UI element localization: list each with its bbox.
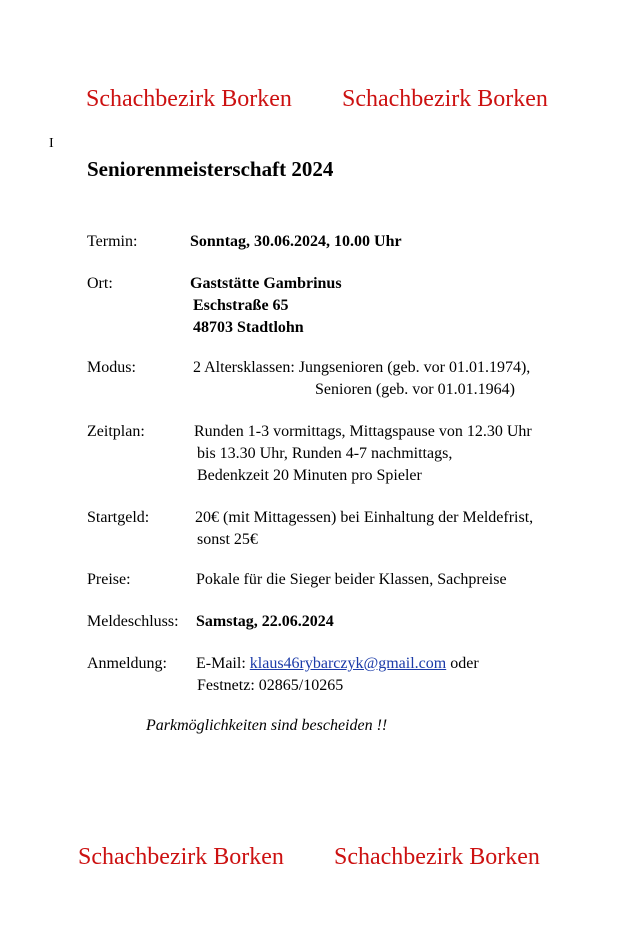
zeitplan-label: Zeitplan:	[87, 423, 145, 440]
email-prefix: E-Mail:	[196, 655, 250, 672]
anmeldung-phone: Festnetz: 02865/10265	[197, 677, 344, 694]
meldeschluss-label: Meldeschluss:	[87, 613, 179, 630]
startgeld-line: sonst 25€	[197, 531, 258, 548]
email-suffix: oder	[446, 655, 479, 672]
zeitplan-line: Bedenkzeit 20 Minuten pro Spieler	[197, 467, 422, 484]
stray-mark: I	[49, 136, 54, 151]
modus-label: Modus:	[87, 359, 136, 376]
termin-value: Sonntag, 30.06.2024, 10.00 Uhr	[190, 233, 402, 250]
startgeld-line: 20€ (mit Mittagessen) bei Einhaltung der Meldefrist,	[195, 509, 534, 526]
meldeschluss-value: Samstag, 22.06.2024	[196, 613, 334, 630]
modus-line: Senioren (geb. vor 01.01.1964)	[315, 381, 515, 398]
modus-line: 2 Altersklassen: Jungsenioren (geb. vor 01.01.1974),	[193, 359, 531, 376]
ort-line: Gaststätte Gambrinus	[190, 275, 342, 292]
preise-label: Preise:	[87, 571, 131, 588]
preise-value: Pokale für die Sieger beider Klassen, Sachpreise	[196, 571, 507, 588]
anmeldung-label: Anmeldung:	[87, 655, 167, 672]
footer-banner-left: Schachbezirk Borken	[78, 844, 284, 870]
startgeld-label: Startgeld:	[87, 509, 150, 526]
header-banner-right: Schachbezirk Borken	[342, 86, 548, 112]
footer-banner-right: Schachbezirk Borken	[334, 844, 540, 870]
page-title: Seniorenmeisterschaft 2024	[87, 157, 334, 181]
email-link[interactable]: klaus46rybarczyk@gmail.com	[249, 655, 447, 672]
zeitplan-line: Runden 1-3 vormittags, Mittagspause von 12.30 Uhr	[194, 423, 532, 440]
ort-line: 48703 Stadtlohn	[193, 319, 304, 336]
ort-line: Eschstraße 65	[193, 297, 289, 314]
anmeldung-email-line	[196, 653, 479, 675]
header-banner-left: Schachbezirk Borken	[86, 86, 292, 112]
parking-note: Parkmöglichkeiten sind bescheiden !!	[146, 717, 388, 734]
ort-label: Ort:	[87, 275, 113, 292]
termin-label: Termin:	[87, 233, 138, 250]
zeitplan-line: bis 13.30 Uhr, Runden 4-7 nachmittags,	[197, 445, 453, 462]
